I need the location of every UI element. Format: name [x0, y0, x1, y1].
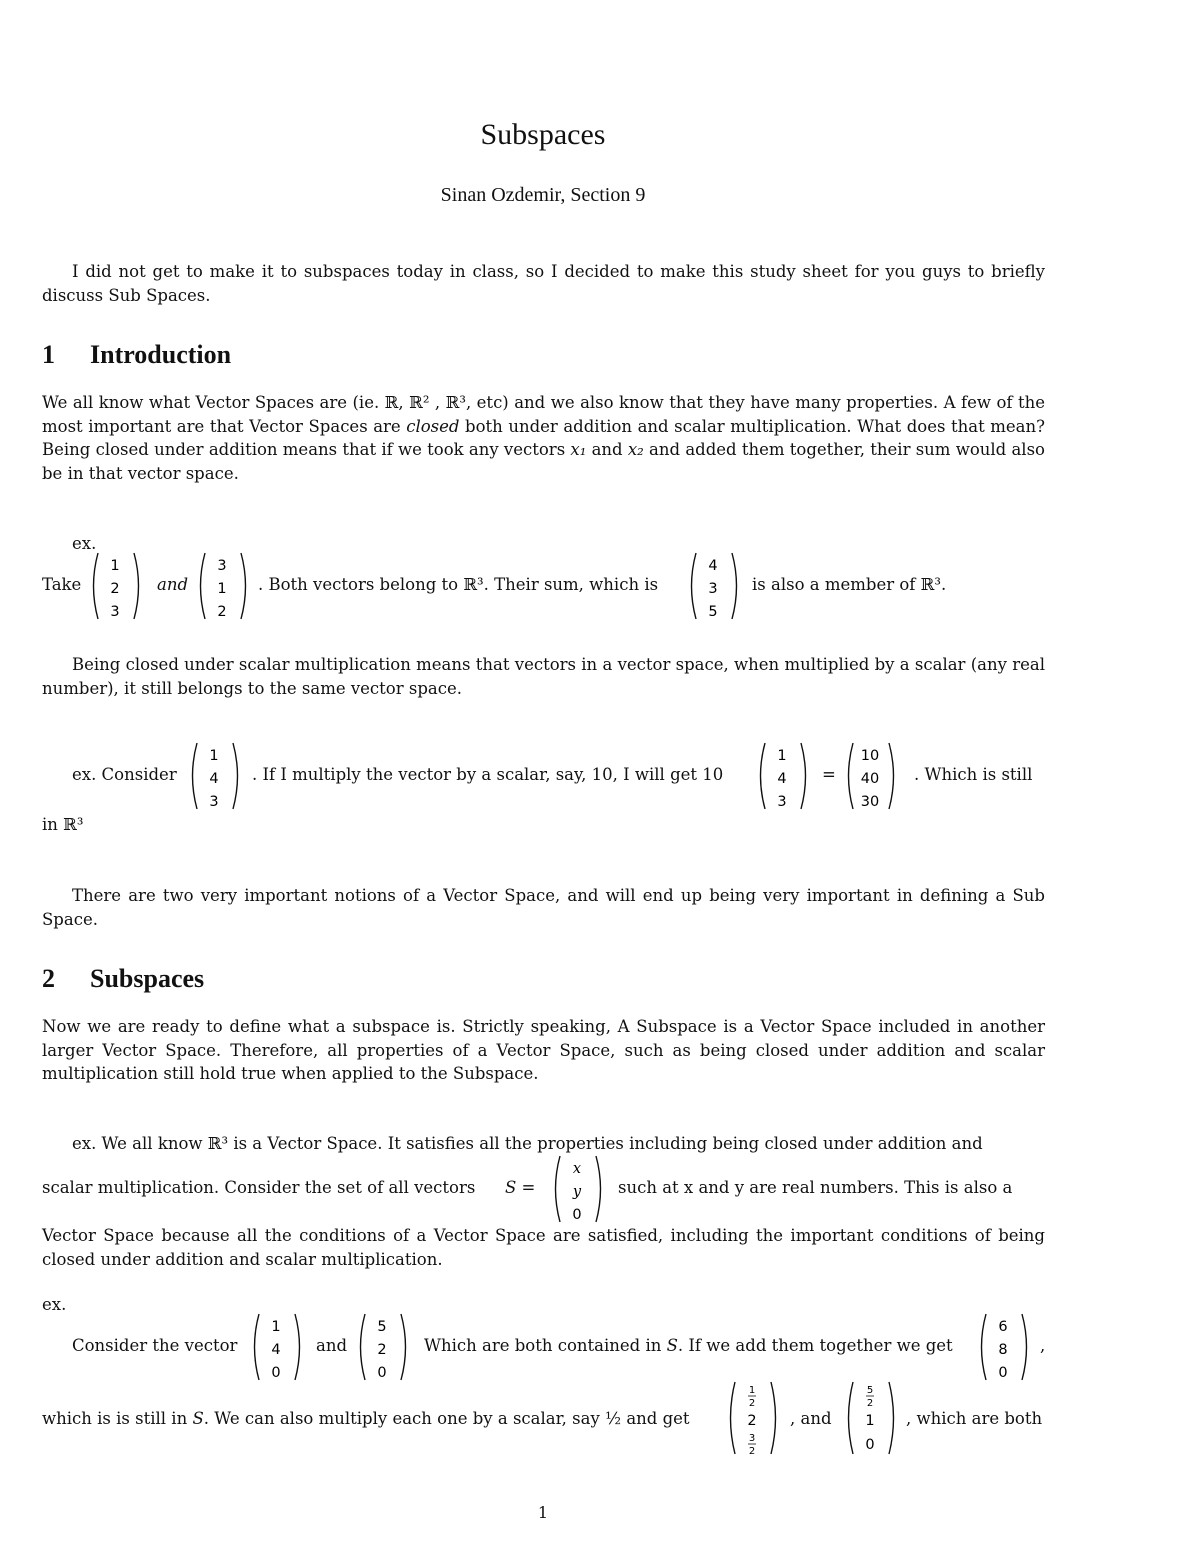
vector-svg: [249, 1312, 305, 1382]
text-run: . If we add them together we get: [677, 1336, 953, 1355]
vector-5-2-0: [355, 1312, 411, 1386]
section-1-paragraph-2: Being closed under scalar multiplication means that vectors in a vector space, when multiplied by a scalar (any real number), it still belongs to the same vector space.: [42, 655, 1045, 698]
vector-entry: 0: [865, 1437, 875, 1453]
section-1-number: 1: [42, 340, 55, 369]
vector-entry: 0: [572, 1207, 582, 1223]
vector-entry: 1: [865, 1413, 875, 1429]
left-paren: [255, 1314, 260, 1380]
vector-svg: [843, 741, 899, 811]
right-paren: [295, 1314, 300, 1380]
example-4-line-2a: [42, 1409, 690, 1428]
example-3-rest: Vector Space because all the conditions of a Vector Space are satisfied, including the important conditions of being closed under addition and scalar multiplication.: [42, 1226, 1045, 1269]
vector-entry: 8: [998, 1342, 1008, 1358]
section-2-paragraph-1: Now we are ready to define what a subspace is. Strictly speaking, A Subspace is a Vector Space included in another larger Vector Space. Therefore, all properties of a Vector Space, such as being closed under addition and scalar multiplication still hold true when applied to the Subspace.: [42, 1017, 1045, 1083]
example-3-line-2a: scalar multiplication. Consider the set of all vectors: [42, 1178, 476, 1197]
vector-entry: 2: [217, 604, 227, 620]
emphasis-closed: closed: [406, 416, 460, 436]
vector-svg: [88, 551, 144, 621]
vector-entry: 0: [377, 1365, 387, 1381]
left-paren: [201, 553, 206, 619]
text-run: Which are both contained in: [424, 1336, 662, 1355]
example-1-end: is also a member of ℝ³.: [752, 575, 947, 594]
example-2-tail: in ℝ³: [42, 815, 84, 834]
text-run: and: [586, 440, 628, 459]
section-1-paragraph-1: [42, 391, 1045, 485]
vector-entry-numerator: 1: [748, 1385, 756, 1396]
math-x1: x₁: [570, 440, 587, 459]
vector-entry: 3: [708, 581, 718, 597]
vector-entry: 3: [777, 794, 787, 810]
vector-entry: 2: [747, 1413, 757, 1429]
vector-entry-numerator: 5: [866, 1385, 874, 1396]
example-4-comma: ,: [1040, 1336, 1046, 1355]
vector-x-y-0: [550, 1154, 606, 1228]
vector-entry: 4: [209, 771, 219, 787]
vector-entry: 10: [860, 748, 880, 764]
right-paren: [889, 743, 894, 809]
vector-entry: 40: [860, 771, 880, 787]
vector-svg: [725, 1380, 781, 1456]
vector-1-4-3: [187, 741, 243, 815]
section-1-title: Introduction: [90, 340, 232, 369]
example-1-label: ex.: [72, 534, 97, 553]
example-1-middle: . Both vectors belong to ℝ³. Their sum, which is: [258, 575, 659, 594]
vector-svg: [686, 551, 742, 621]
example-4-and: and: [316, 1336, 348, 1355]
left-paren: [731, 1382, 736, 1454]
vector-10-40-30: [843, 741, 899, 815]
example-1-take: Take: [42, 575, 82, 594]
right-paren: [801, 743, 806, 809]
example-3-line-1: ex. We all know ℝ³ is a Vector Space. It satisfies all the properties including being closed under addition and: [72, 1134, 983, 1153]
vector-entry-denominator: 2: [748, 1446, 756, 1457]
example-4-and-2: , and: [790, 1409, 832, 1428]
text-run: and added them together, their sum would also be in that vector space.: [42, 440, 1045, 483]
vector-entry: 4: [777, 771, 787, 787]
text-run: which is is still in: [42, 1409, 188, 1428]
vector-half-2-threehalves: [725, 1380, 781, 1460]
vector-entry: 5: [377, 1319, 387, 1335]
right-paren: [889, 1382, 894, 1454]
vector-entry: 1: [777, 748, 787, 764]
example-3-set-s: S =: [505, 1178, 536, 1197]
vector-svg: [187, 741, 243, 811]
example-2-consider: ex. Consider: [72, 765, 177, 784]
left-paren: [849, 1382, 854, 1454]
vector-entry: 0: [271, 1365, 281, 1381]
example-4-end: , which are both: [906, 1409, 1043, 1428]
section-2-number: 2: [42, 964, 55, 993]
math-s: S: [192, 1409, 204, 1428]
vector-svg: [755, 741, 811, 811]
example-4-label: ex.: [42, 1295, 67, 1314]
right-paren: [233, 743, 238, 809]
vector-entry-denominator: 2: [866, 1398, 874, 1409]
vector-6-8-0: [976, 1312, 1032, 1386]
vector-entry: 5: [708, 604, 718, 620]
vector-entry: 3: [110, 604, 120, 620]
vector-entry: 1: [271, 1319, 281, 1335]
example-2-end: . Which is still: [914, 765, 1033, 784]
vector-entry: 4: [271, 1342, 281, 1358]
right-paren: [596, 1156, 601, 1222]
text-run: . We can also multiply each one by a scalar, say: [203, 1409, 600, 1428]
vector-entry: x: [572, 1161, 582, 1177]
intro-paragraph: I did not get to make it to subspaces today in class, so I decided to make this study sheet for you guys to briefly discuss Sub Spaces.: [42, 262, 1045, 305]
vector-entry: 3: [217, 558, 227, 574]
vector-entry: y: [572, 1184, 582, 1200]
example-3-line-2b: such at x and y are real numbers. This is also a: [618, 1178, 1013, 1197]
vector-entry: 1: [209, 748, 219, 764]
example-2-middle: . If I multiply the vector by a scalar, say, 10, I will get 10: [252, 765, 724, 784]
vector-entry: 6: [998, 1319, 1008, 1335]
vector-entry-denominator: 2: [748, 1398, 756, 1409]
vector-1-2-3: [88, 551, 144, 625]
vector-svg: [976, 1312, 1032, 1382]
fraction-half: ½: [605, 1409, 622, 1428]
right-paren: [134, 553, 139, 619]
vector-entry: 2: [377, 1342, 387, 1358]
vector-entry: 0: [998, 1365, 1008, 1381]
left-paren: [982, 1314, 987, 1380]
left-paren: [692, 553, 697, 619]
right-paren: [771, 1382, 776, 1454]
page-number: 1: [537, 1503, 549, 1522]
math-s: S: [666, 1336, 678, 1355]
right-paren: [401, 1314, 406, 1380]
section-2-title: Subspaces: [90, 964, 205, 993]
vector-entry: 4: [708, 558, 718, 574]
vector-svg: [355, 1312, 411, 1382]
section-1-paragraph-3: There are two very important notions of a Vector Space, and will end up being very important in defining a Sub Space.: [42, 886, 1045, 929]
vector-entry: 1: [217, 581, 227, 597]
author-line: Sinan Ozdemir, Section 9: [440, 184, 646, 206]
right-paren: [732, 553, 737, 619]
left-paren: [761, 743, 766, 809]
vector-svg: [195, 551, 251, 621]
vector-svg: [550, 1154, 606, 1224]
left-paren: [849, 743, 854, 809]
example-4-consider: Consider the vector: [72, 1336, 238, 1355]
example-1-and: and: [157, 575, 189, 594]
vector-1-4-3-scaled: [755, 741, 811, 815]
page-title: Subspaces: [480, 118, 606, 151]
section-2-heading: [42, 964, 204, 994]
vector-entry-numerator: 3: [748, 1433, 756, 1444]
right-paren: [1022, 1314, 1027, 1380]
vector-entry: 3: [209, 794, 219, 810]
left-paren: [94, 553, 99, 619]
vector-1-4-0: [249, 1312, 305, 1386]
vector-entry: 2: [110, 581, 120, 597]
vector-entry: 30: [860, 794, 880, 810]
math-x2: x₂: [627, 440, 644, 459]
text-run: and get: [626, 1409, 690, 1428]
left-paren: [556, 1156, 561, 1222]
right-paren: [241, 553, 246, 619]
vector-4-3-5: [686, 551, 742, 625]
vector-3-1-2: [195, 551, 251, 625]
text-run: We all know what Vector Spaces are (ie. ℝ, ℝ² , ℝ³, etc) and we also know that they have many properties. A few of the most important are that Vector Spaces are: [42, 393, 1045, 436]
vector-entry: 1: [110, 558, 120, 574]
text-run: both under addition and scalar multiplication. What does that mean? Being closed under addition means that if we took any vectors: [42, 416, 1045, 459]
example-2-equals: =: [822, 765, 836, 784]
vector-fivehalves-1-0: [843, 1380, 899, 1460]
left-paren: [193, 743, 198, 809]
example-4-middle: [424, 1336, 953, 1355]
section-1-heading: [42, 340, 231, 370]
left-paren: [361, 1314, 366, 1380]
vector-svg: [843, 1380, 899, 1456]
